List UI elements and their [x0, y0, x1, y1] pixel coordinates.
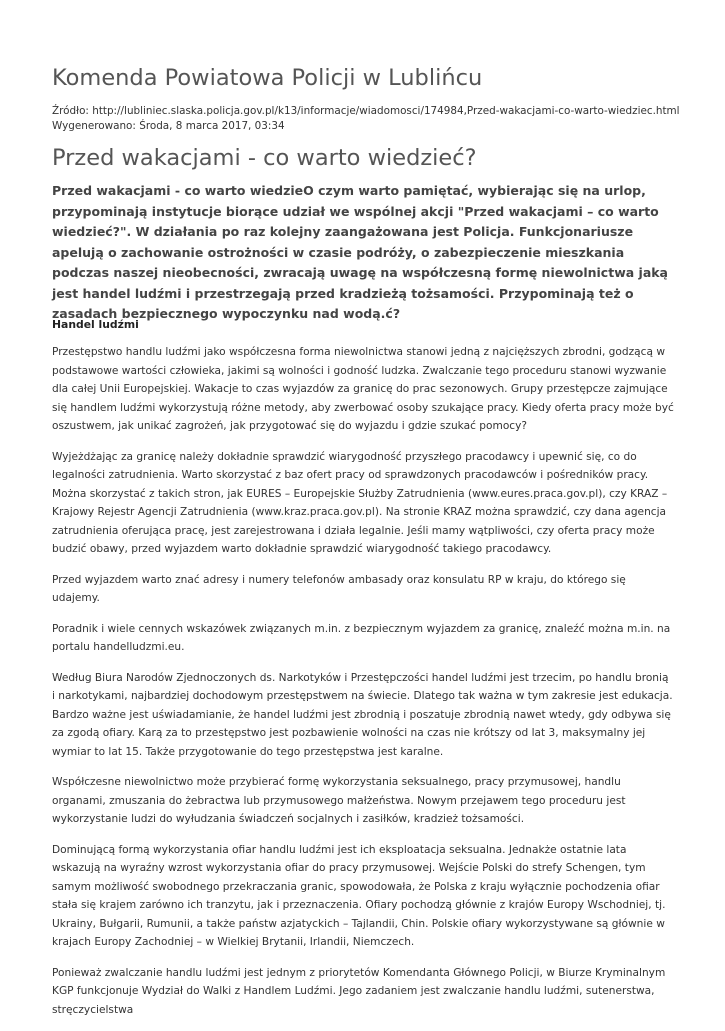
article-title: Przed wakacjami - co warto wiedzieć?	[52, 145, 477, 171]
paragraph-1: Przestępstwo handlu ludźmi jako współczesna forma niewolnictwa stanowi jedną z najcięższych zbrodni, godzącą w podstawowe wartości człowieka, jakimi są wolności i godność ludzka. Zwalczanie tego proceduru stanowi wyzwanie dla całej Unii Europejskiej. Wakacje to czas wyjazdów za granicę do prac sezonowych. Grupy przestępcze zajmujące się handlem ludźmi wykorzystują różne metody, aby zwerbować osoby szukające pracy. Kiedy oferta pracy może być oszustwem, jak unikać zagrożeń, jak przygotować się do wyjazdu i gdzie szukać pomocy?	[52, 346, 674, 432]
paragraph-7: Dominującą formą wykorzystania ofiar handlu ludźmi jest ich eksploatacja seksualna. Jednakże ostatnie lata wskazują na wyraźny wzrost wykorzystania ofiar do pracy przymusowej. Wejście Polski do strefy Schengen, tym samym możliwość swobodnego przekraczania granic, spowodowała, że Polska z kraju wyłącznie pochodzenia ofiar stała się krajem zarówno ich tranzytu, jak i przeznaczenia. Ofiary pochodzą głównie z krajów Europy Wschodniej, tj. Ukrainy, Bułgarii, Rumunii, a także państw azjatyckich – Tajlandii, Chin. Polskie ofiary wykorzystywane są głównie w krajach Europy Zachodniej – w Wielkiej Brytanii, Irlandii, Niemczech.	[52, 843, 666, 948]
site-title: Komenda Powiatowa Policji w Lublińcu	[52, 65, 483, 91]
section-heading: Handel ludźmi	[52, 318, 139, 331]
paragraph-5: Według Biura Narodów Zjednoczonych ds. Narkotyków i Przestępczości handel ludźmi jest trzecim, po handlu bronią i narkotykami, najbardziej dochodowym przestępstwem na świecie. Dlatego tak ważna w tym zakresie jest edukacja. Bardzo ważne jest uświadamianie, że handel ludźmi jest zbrodnią i poszatuje zbrodnią nawet wtedy, gdy odbywa się za zgodą ofiary. Karą za to przestępstwo jest pozbawienie wolności na czas nie krótszy od lat 3, maksymalny jej wymiar to lat 15. Także przygotowanie do tego przestępstwa jest karalne.	[52, 671, 673, 758]
article-body	[52, 343, 674, 1031]
paragraph-6: Współczesne niewolnictwo może przybierać formę wykorzystania seksualnego, pracy przymusowej, handlu organami, zmuszania do żebractwa lub przymusowego małżeństwa. Nowym przejawem tego proceduru jest wykorzystanie ludzi do wyłudzania świadczeń socjalnych i zasiłków, kradzież tożsamości.	[52, 776, 626, 825]
paragraph-8: Ponieważ zwalczanie handlu ludźmi jest jednym z priorytetów Komendanta Głównego Policji, w Biurze Kryminalnym KGP funkcjonuje Wydział do Walki z Handlem Ludźmi. Jego zadaniem jest zwalczanie handlu ludźmi, sutenerstwa, stręczycielstwa	[52, 966, 666, 1016]
article-lead: Przed wakacjami - co warto wiedzieO czym warto pamiętać, wybierając się na urlop, przypominają instytucje biorące udział we wspólnej akcji "Przed wakacjami – co warto wiedzieć?". W działania po raz kolejny zaangażowana jest Policja. Funkcjonariusze apelują o zachowanie ostrożności w czasie podróży, o zabezpieczenie mieszkania podczas naszej nieobecności, zwracają uwagę na współczesną formę niewolnictwa jaką jest handel ludźmi i przestrzegają przed kradzieżą tożsamości. Przypominają też o zasadach bezpiecznego wypoczynku nad wodą.ć?	[52, 183, 668, 321]
document-meta	[52, 104, 680, 134]
generated-line: Wygenerowano: Środa, 8 marca 2017, 03:34	[52, 120, 285, 132]
paragraph-2: Wyjeżdżając za granicę należy dokładnie sprawdzić wiarygodność przyszłego pracodawcy i upewnić się, co do legalności zatrudnienia. Warto skorzystać z baz ofert pracy od sprawdzonych pracodawców i pośredników pracy. Można skorzystać z takich stron, jak EURES – Europejskie Służby Zatrudnienia (www.eures.praca.gov.pl), czy KRAZ – Krajowy Rejestr Agencji Zatrudnienia (www.kraz.praca.gov.pl). Na stronie KRAZ można sprawdzić, czy dana agencja zatrudnienia oferująca pracę, jest zarejestrowana i działa legalnie. Jeśli mamy wątpliwości, czy oferta pracy może budzić obawy, przed wyjazdem warto dokładnie sprawdzić wiarygodność takiego pracodawcy.	[52, 450, 668, 555]
paragraph-4: Poradnik i wiele cennych wskazówek związanych m.in. z bezpiecznym wyjazdem za granicę, znaleźć można m.in. na portalu handelludzmi.eu.	[52, 622, 671, 653]
paragraph-3: Przed wyjazdem warto znać adresy i numery telefonów ambasady oraz konsulatu RP w kraju, do którego się udajemy.	[52, 573, 626, 604]
source-line: Źródło: http://lubliniec.slaska.policja.gov.pl/k13/informacje/wiadomosci/174984,Przed-wakacjami-co-warto-wiedziec.html	[52, 105, 680, 117]
